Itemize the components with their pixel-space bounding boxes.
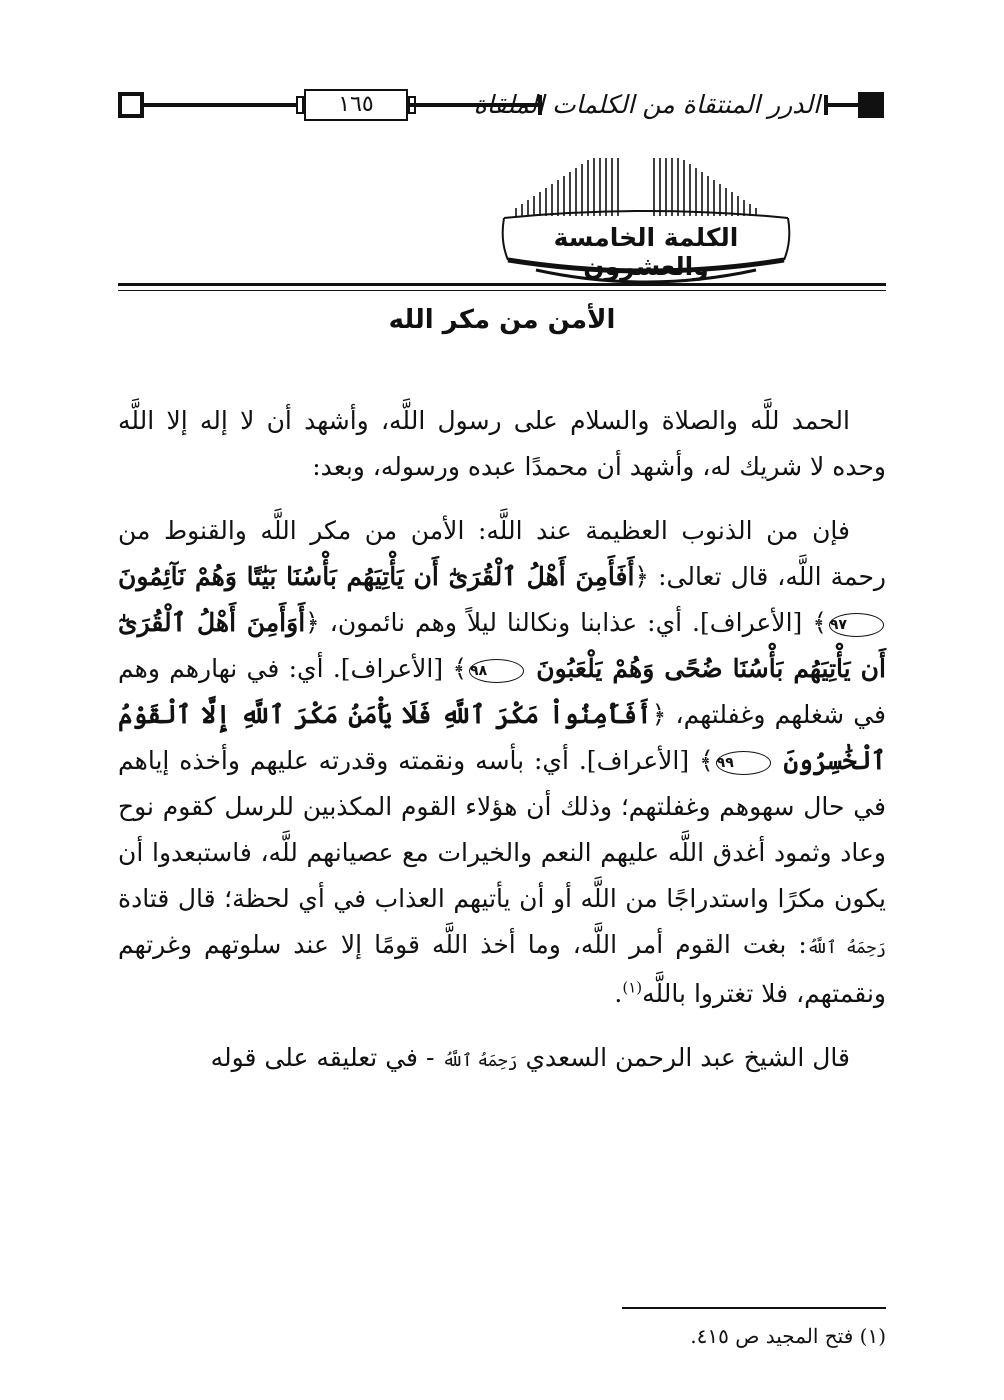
footnote: (١) فتح المجيد ص ٤١٥. bbox=[690, 1324, 886, 1348]
book-title: الدرر المنتقاة من الكلمات الملقاة bbox=[473, 90, 820, 119]
footnote-ref: (١) bbox=[622, 978, 643, 997]
page-number: ١٦٥ bbox=[338, 92, 374, 117]
paragraph-main bbox=[118, 508, 886, 1017]
header-square-filled bbox=[858, 92, 884, 118]
tafsir-98: [الأعراف]. أي: في نهارهم وهم في شغلهم وغفلتهم، bbox=[118, 654, 887, 729]
paragraph-intro: الحمد للَّه والصلاة والسلام على رسول اللَّه، وأشهد أن لا إله إلا اللَّه وحده لا شريك له، وأشهد أن محمدًا عبده ورسوله، وبعد: bbox=[118, 406, 886, 481]
header-rule-left bbox=[144, 103, 304, 107]
saadi-intro: قال الشيخ عبد الرحمن السعدي bbox=[525, 1043, 850, 1072]
verse-number-98: ٩٨ bbox=[469, 659, 524, 683]
heading-rule-thin bbox=[118, 290, 886, 291]
honorific-qatada: رَحِمَهُ ٱللَّهُ bbox=[806, 938, 886, 958]
qatada-quote: : بغت القوم أمر اللَّه، وما أخذ اللَّه قومًا إلا عند سلوتهم وغرتهم ونقمتهم، فلا تغتروا باللَّه bbox=[118, 930, 886, 1008]
honorific-saadi: رَحِمَهُ ٱللَّهُ bbox=[442, 1051, 518, 1071]
header-square-outline bbox=[118, 92, 144, 118]
verse-number-99: ٩٩ bbox=[716, 751, 771, 775]
footnote-separator bbox=[622, 1307, 886, 1309]
section-title: الأمن من مكر الله bbox=[388, 305, 616, 335]
quran-verse-98: ﴿أَوَأَمِنَ أَهْلُ ٱلْقُرَىٰٓ أَن يَأْتِيَهُم بَأْسُنَا ضُحًى وَهُمْ يَلْعَبُونَ ٩٨﴾ bbox=[118, 608, 886, 683]
quran-verse-97: ﴿أَفَأَمِنَ أَهْلُ ٱلْقُرَىٰٓ أَن يَأْتِيَهُم بَأْسُنَا بَيَٰتًا وَهُمْ نَآئِمُونَ ٩٧﴾ bbox=[118, 562, 886, 637]
verse-number-97: ٩٧ bbox=[829, 613, 884, 637]
paragraph-end: . bbox=[614, 979, 623, 1008]
chapter-label: الكلمة الخامسة والعشرون bbox=[553, 223, 739, 281]
header-rule-right bbox=[828, 103, 858, 107]
tafsir-97: [الأعراف]. أي: عذابنا ونكالنا ليلاً وهم نائمون، bbox=[329, 608, 803, 637]
paragraph-main-opening: فإن من الذنوب العظيمة عند اللَّه: الأمن من مكر اللَّه والقنوط من رحمة اللَّه، قال تعالى: bbox=[118, 516, 887, 591]
running-header bbox=[118, 85, 886, 125]
saadi-continuation: - في تعليقه على قوله bbox=[210, 1043, 435, 1072]
quran-verse-99: ﴿أَفَأَمِنُواْ مَكْرَ ٱللَّهِ فَلَا يَأْمَنُ مَكْرَ ٱللَّهِ إِلَّا ٱلْقَوْمُ ٱلْخَٰسِرُونَ ٩٩﴾ bbox=[118, 700, 886, 775]
tafsir-99: [الأعراف]. أي: بأسه ونقمته وقدرته عليهم وأخذه إياهم في حال سهوهم وغفلتهم؛ وذلك أن هؤلاء القوم المكذبين للرسل كقوم نوح وعاد وثمود أغدق اللَّه عليهم النعم والخيرات مع عصيانهم للَّه، فاستبعدوا أن يكون مكرًا واستدراجًا من اللَّه أو أن يأتيهم العذاب في أي لحظة؛ قال قتادة bbox=[118, 746, 886, 913]
page-number-frame bbox=[304, 89, 408, 121]
paragraph-saadi bbox=[118, 1035, 886, 1084]
chapter-ornament bbox=[496, 156, 796, 296]
heading-rule-thick bbox=[118, 283, 886, 286]
body-text bbox=[118, 398, 886, 1102]
